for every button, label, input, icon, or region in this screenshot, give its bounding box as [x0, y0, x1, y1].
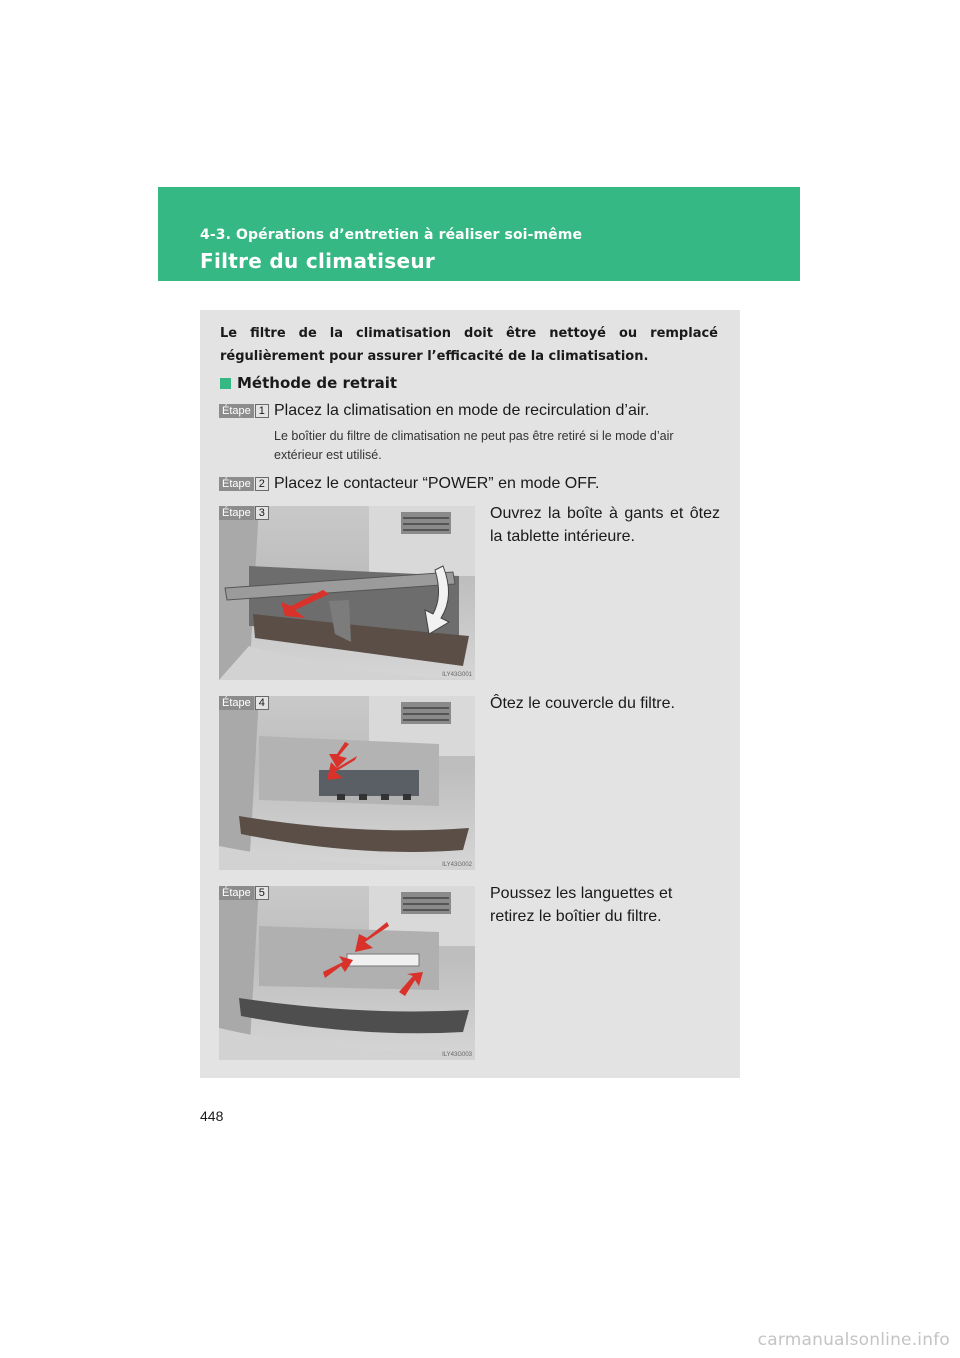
- step-word: Étape: [219, 477, 254, 491]
- page-number: 448: [200, 1108, 224, 1124]
- step-word: Étape: [219, 886, 254, 900]
- step-word: Étape: [219, 404, 254, 418]
- step-word: Étape: [219, 696, 254, 710]
- subheading: [220, 374, 397, 392]
- step-4-text: Ôtez le couvercle du filtre.: [490, 695, 675, 712]
- step-badge-1: [219, 404, 269, 418]
- step-1-note: Le boîtier du filtre de climatisation ne peut pas être retiré si le mode d’air extérieur est utilisé.: [274, 429, 674, 462]
- step-number: 4: [255, 696, 269, 710]
- page-title: Filtre du climatiseur: [200, 249, 436, 273]
- step-number: 1: [255, 404, 269, 418]
- step-badge-3: [219, 506, 269, 520]
- step-4-illustration: [219, 696, 475, 870]
- step-number: 5: [255, 886, 269, 900]
- section-label: 4-3. Opérations d’entretien à réaliser soi-même: [200, 227, 583, 243]
- subheading-label: Méthode de retrait: [237, 374, 398, 392]
- watermark: carmanualsonline.info: [757, 1330, 950, 1350]
- step-word: Étape: [219, 506, 254, 520]
- step-1-text: Placez la climatisation en mode de recirculation d’air.: [274, 402, 650, 419]
- step-badge-5: [219, 886, 269, 900]
- step-number: 2: [255, 477, 269, 491]
- step-badge-2: [219, 477, 269, 491]
- intro-text: Le filtre de la climatisation doit être nettoyé ou remplacé régulièrement pour assurer l’efficacité de la climatisation.: [220, 326, 718, 364]
- square-bullet-icon: [220, 378, 231, 389]
- step-2-text: Placez le contacteur “POWER” en mode OFF.: [274, 475, 600, 492]
- step-badge-4: [219, 696, 269, 710]
- photo-code: ILY43G001: [442, 672, 472, 678]
- step-5-illustration: [219, 886, 475, 1060]
- photo-code: ILY43G003: [442, 1052, 472, 1058]
- photo-code: ILY43G002: [442, 862, 472, 868]
- step-3-text: Ouvrez la boîte à gants et ôtez la tablette intérieure.: [490, 505, 720, 545]
- content-panel: [200, 310, 740, 1078]
- footer: [0, 1322, 960, 1358]
- section-header: [158, 187, 800, 281]
- step-number: 3: [255, 506, 269, 520]
- step-5-text: Poussez les languettes et retirez le boîtier du filtre.: [490, 885, 673, 925]
- step-3-illustration: [219, 506, 475, 680]
